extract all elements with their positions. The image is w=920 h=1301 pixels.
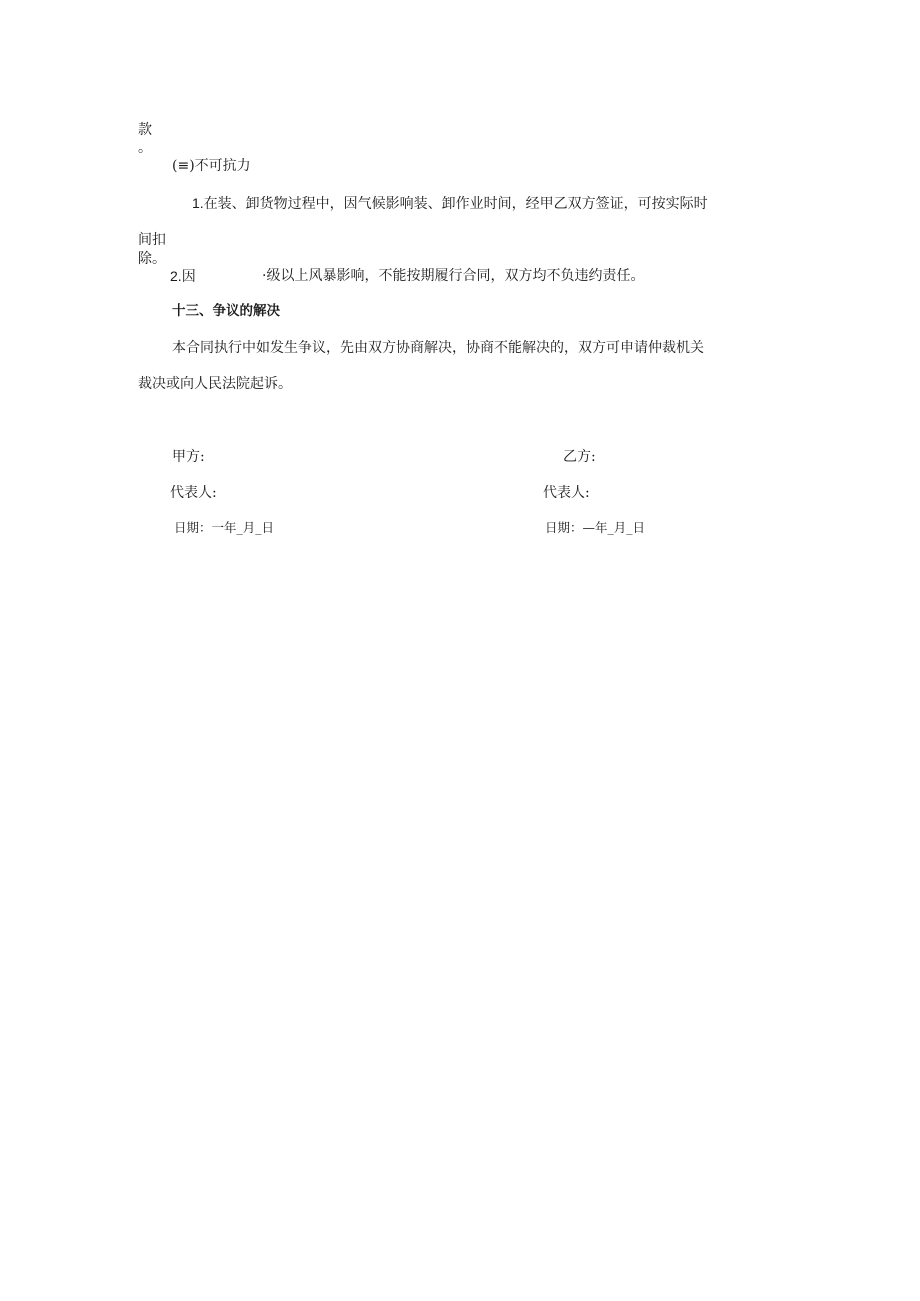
- text-fragment: 。: [138, 140, 152, 156]
- date-b-field: 日期：—年_月_日: [545, 520, 646, 535]
- representative-b-label: 代表人:: [543, 485, 590, 501]
- text-fragment: 款: [138, 122, 152, 138]
- party-b-label: 乙方:: [563, 449, 596, 465]
- item-text: 因: [181, 269, 196, 285]
- text-fragment: 除。: [138, 251, 166, 267]
- text-fragment: 间扣: [138, 232, 166, 248]
- clause-item-2-rest: ·级以上风暴影响，不能按期履行合同，双方均不负违约责任。: [262, 268, 645, 284]
- force-majeure-heading: (≡)不可抗力: [172, 158, 251, 174]
- party-a-label: 甲方:: [172, 449, 205, 465]
- section-13-paragraph-line-1: 本合同执行中如发生争议，先由双方协商解决，协商不能解决的，双方可申请仲裁机关: [172, 340, 704, 356]
- item-number: 2.: [170, 268, 182, 284]
- date-a-field: 日期：一年_月_日: [174, 520, 275, 535]
- section-13-paragraph-line-2: 裁决或向人民法院起诉。: [138, 376, 292, 392]
- item-number: 1.: [192, 195, 204, 211]
- item-text: 在装、卸货物过程中，因气候影响装、卸作业时间，经甲乙双方签证，可按实际时: [203, 196, 708, 212]
- section-13-heading: 十三、争议的解决: [172, 303, 280, 319]
- representative-a-label: 代表人:: [170, 485, 217, 501]
- clause-item-1: [192, 195, 708, 212]
- clause-item-2-start: [170, 268, 196, 285]
